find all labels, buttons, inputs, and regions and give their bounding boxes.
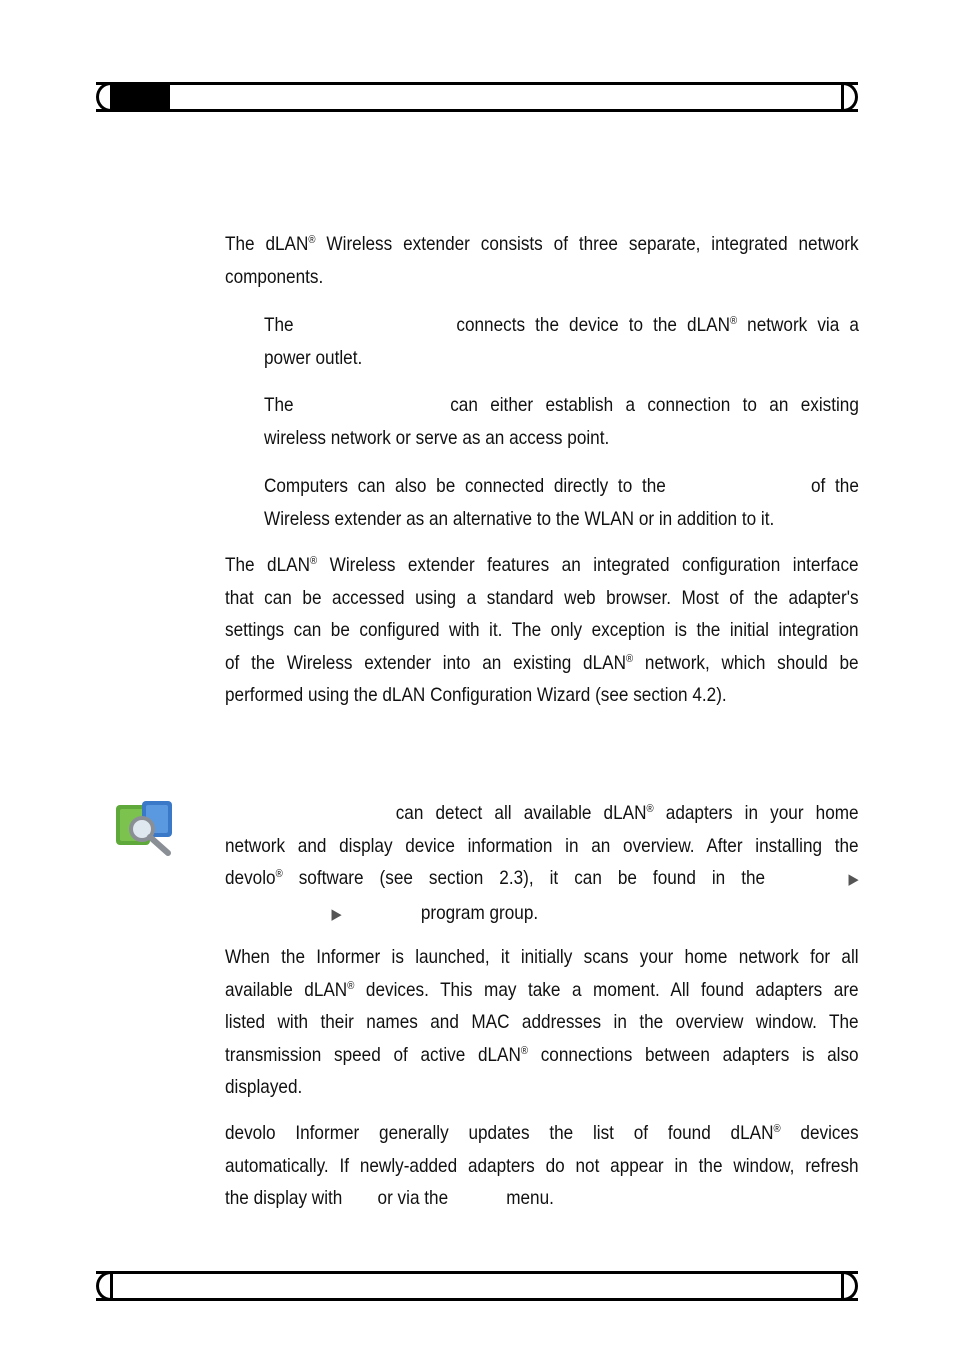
component-wlan: The can either establish a connection to an existing wireless network or serve as an access point. (264, 394, 859, 449)
intro-paragraph: The dLAN® Wireless extender consists of three separate, integrated network components. (225, 233, 859, 288)
page-number-block (110, 82, 170, 112)
menu-path-arrow-icon: ▶ (331, 905, 342, 923)
informer-scan-paragraph: When the Informer is launched, it initially scans your home network for all available dLAN® devices. This may take a moment. All found adapters are listed with their names and MAC addresses in the overview window. The transmission speed of active dLAN® connections between adapters is also displayed. (225, 946, 859, 1099)
informer-refresh-paragraph: devolo Informer generally updates the list of found dLAN® devices automatically. If newly-added adapters do not appear in the window, refresh the display with or via the menu. (225, 1122, 859, 1210)
component-powerline: The connects the device to the dLAN® network via a power outlet. (264, 314, 859, 369)
footer-bar (96, 1271, 858, 1301)
informer-intro-paragraph: can detect all available dLAN® adapters in your home network and display device information in an overview. After installing the devolo® software (see section 2.3), it can be found in the ▶ ▶ program group. (225, 802, 859, 924)
menu-path-arrow-icon: ▶ (837, 871, 859, 889)
config-interface-paragraph: The dLAN® Wireless extender features an integrated configuration interface that can be accessed using a standard web browser. Most of the adapter's settings can be configured with it. The only exception is the initial integration of the Wireless extender into an existing dLAN® network, which should be performed using the dLAN Configuration Wizard (see section 4.2). (225, 554, 859, 707)
component-lan-port: Computers can also be connected directly to the of the Wireless extender as an alternative to the WLAN or in addition to it. (264, 475, 859, 530)
header-bar (96, 82, 858, 112)
devolo-informer-icon (112, 799, 174, 857)
